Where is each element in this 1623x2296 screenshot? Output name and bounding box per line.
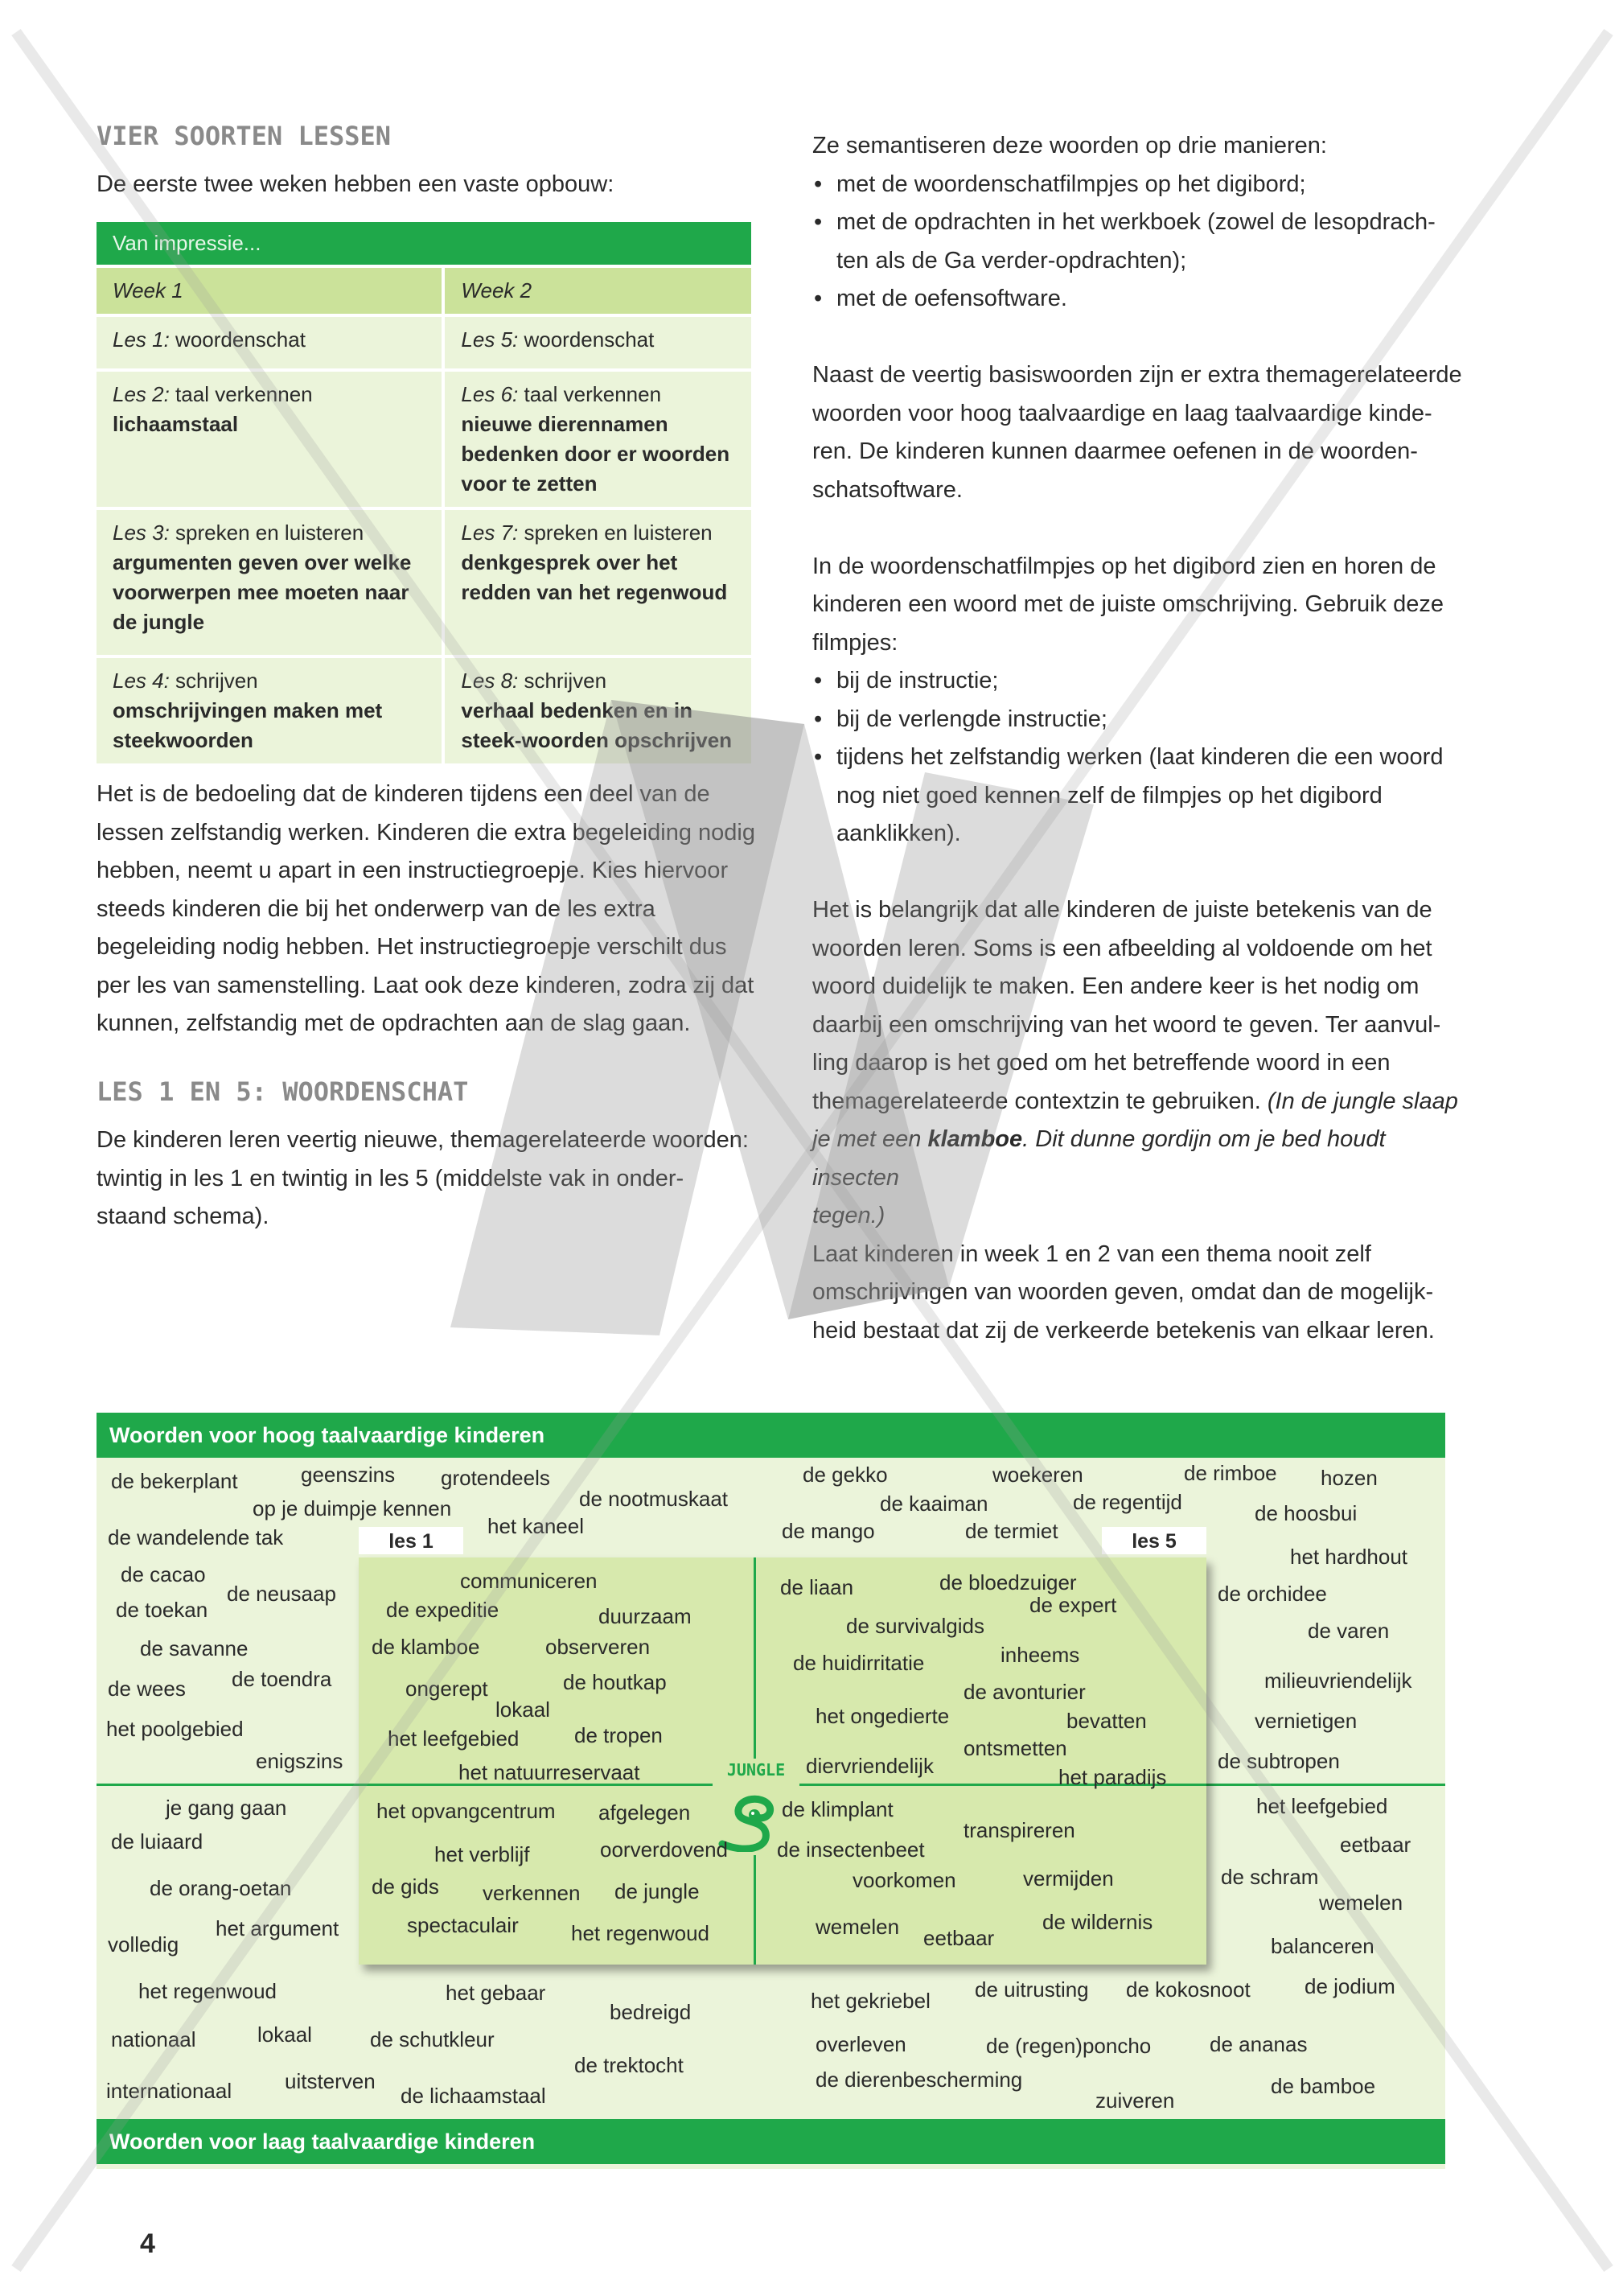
paragraph-veertig-woorden: De kinderen leren veertig nieuwe, themagerelateerde woorden: twintig in les 1 en twintig in les 5 (middelste vak in onder- staand schema). [97, 1127, 749, 1229]
word: de jodium [1305, 1974, 1395, 1998]
word: het argument [216, 1916, 339, 1940]
word: de wandelende tak [108, 1525, 284, 1549]
word: de gekko [803, 1463, 888, 1487]
word: de rimboe [1184, 1461, 1277, 1485]
word: de survivalgids [846, 1614, 984, 1638]
paragraph-instructiegroepje: Het is de bedoeling dat de kinderen tijdens een deel van de lessen zelfstandig werken. Kinderen die extra begeleiding nodig hebben, neemt u apart in een instructiegroepje. Kies hiervoor steeds kinderen die bij het onderwerp van de les extra begeleiding nodig hebben. Het instructiegroepje verschilt dus per les van samenstelling. Laat ook deze kinderen, zodra zij dat kunnen, zelfstandig met de opdrachten aan de slag gaan. [97, 781, 755, 1036]
word: de mango [782, 1519, 875, 1543]
jungle-label: JUNGLE [726, 1760, 786, 1780]
table-row: Les 4: schrijven omschrijvingen maken met steekwoorden Les 8: schrijven verhaal bedenken en in steek-woorden opschrijven [97, 656, 751, 765]
word: de dierenbescherming [816, 2068, 1023, 2092]
word: het ongedierte [816, 1704, 950, 1728]
word: de cacao [121, 1562, 206, 1586]
band-laag-taalvaardig: Woorden voor laag taalvaardige kinderen [97, 2119, 1445, 2164]
word: de avonturier [964, 1680, 1086, 1704]
word: verkennen [483, 1881, 581, 1905]
word: de bloedzuiger [939, 1570, 1077, 1594]
word: de luiaard [111, 1829, 203, 1854]
word: transpireren [964, 1818, 1075, 1842]
word: de expert [1029, 1593, 1117, 1617]
word: balanceren [1271, 1934, 1374, 1958]
word: het poolgebied [106, 1717, 244, 1741]
word: inheems [1001, 1643, 1080, 1667]
word: de kaaiman [880, 1492, 988, 1516]
word: oorverdovend [600, 1837, 728, 1862]
word: de schram [1221, 1865, 1319, 1889]
word: de toekan [116, 1598, 208, 1622]
word: afgelegen [598, 1800, 691, 1825]
word: de liaan [780, 1575, 854, 1599]
table-row: Les 2: taal verkennen lichaamstaal Les 6: taal verkennen nieuwe dierennamen bedenken door er woorden voor te zetten [97, 370, 751, 508]
word: duurzaam [598, 1604, 692, 1628]
word: spectaculair [407, 1913, 519, 1937]
word: de uitrusting [975, 1977, 1089, 2002]
word: de klimplant [782, 1797, 894, 1821]
word: diervriendelijk [806, 1754, 934, 1778]
table-header-week2: Week 2 [443, 266, 751, 315]
word: de kokosnoot [1126, 1977, 1251, 2002]
word: ontsmetten [964, 1736, 1067, 1760]
heading-les-1-en-5: LES 1 EN 5: WOORDENSCHAT [97, 1076, 469, 1107]
band-hoog-taalvaardig: Woorden voor hoog taalvaardige kinderen [97, 1413, 1445, 1458]
word: de varen [1308, 1619, 1390, 1643]
word: de wees [108, 1677, 186, 1701]
word: communiceren [460, 1569, 598, 1593]
right-column-text: Ze semantiseren deze woorden op drie manieren: • met de woordenschatfilmpjes op het digibord; • met de opdrachten in het werkboek (zowel de lesopdrach- ten als de Ga verder-opdrachten); • met de oefensoftware. Naast de veertig basiswoorden zijn er extra themagerelateerde woorden voor hoog taalvaardige en laag taalvaardige kinde- ren. De kinderen kunnen daarmee oefenen in de woorden- schatsoftware. In de woordenschatfilmpjes op het digibord zien en horen de kinderen een woord met de juiste omschrijving. Gebruik deze filmpjes: • bij de instructie; • bij de verlengde instructie; • tijdens het zelfstandig werken (laat kinderen die een woord nog niet goed kennen zelf de filmpjes op het digibord aanklikken). Het is belangrijk dat alle kinderen de juiste betekenis van de woorden leren. Soms is een afbeelding al voldoende om het woord duidelijk te maken. Een andere keer is het nodig om daarbij een omschrijving van het woord te geven. Ter aanvul- ling daarop is het goed om het betreffende woord in een themagerelateerde contextzin te gebruiken. (In de jungle slaap je met een klamboe. Dit dunne gordijn om je bed houdt insecten tegen.) Laat kinderen in week 1 en 2 van een thema nooit zelf omschrijvingen van woorden geven, omdat dan de mogelijk- heid bestaat dat zij de verkeerde betekenis van elkaar leren. [812, 127, 1472, 1350]
word: de klamboe [372, 1635, 480, 1659]
word: volledig [108, 1932, 179, 1957]
word: het leefgebied [1256, 1794, 1388, 1818]
word: het opvangcentrum [376, 1799, 556, 1823]
word: de houtkap [563, 1670, 667, 1694]
word: het regenwoud [138, 1979, 277, 2003]
word: de lichaamstaal [401, 2084, 546, 2108]
word: uitsterven [285, 2069, 376, 2093]
word: de bamboe [1271, 2074, 1376, 2098]
word: het kaneel [487, 1514, 584, 1538]
word: overleven [816, 2032, 906, 2056]
word-scheme [97, 1413, 1445, 2169]
word: de huidirritatie [793, 1651, 925, 1675]
word: lokaal [495, 1697, 550, 1722]
word: de tropen [574, 1723, 663, 1747]
word: je gang gaan [166, 1796, 287, 1820]
les-5-tag: les 5 [1102, 1527, 1206, 1554]
word: de savanne [140, 1636, 249, 1660]
word: het gekriebel [811, 1989, 931, 2013]
word: de termiet [965, 1519, 1058, 1543]
word: de neusaap [227, 1582, 336, 1606]
word: de regentijd [1073, 1490, 1182, 1514]
word: de subtropen [1218, 1749, 1340, 1773]
word: de hoosbui [1255, 1501, 1358, 1525]
word: woekeren [992, 1463, 1083, 1487]
word: vernietigen [1255, 1709, 1358, 1733]
lessons-table [97, 222, 751, 767]
word: milieuvriendelijk [1264, 1669, 1412, 1693]
word: internationaal [106, 2079, 232, 2103]
word: de expeditie [386, 1598, 499, 1622]
intro-text: De eerste twee weken hebben een vaste opbouw: [97, 171, 614, 197]
word: de insectenbeet [777, 1837, 925, 1862]
word: grotendeels [441, 1466, 550, 1490]
les-1-tag: les 1 [359, 1527, 463, 1554]
word: de bekerplant [111, 1469, 238, 1493]
word: de orang-oetan [150, 1876, 292, 1900]
word: het gebaar [446, 1981, 546, 2005]
word: observeren [545, 1635, 651, 1659]
word: het regenwoud [571, 1921, 710, 1945]
heading-vier-soorten-lessen: VIER SOORTEN LESSEN [97, 121, 392, 151]
word: de schutkleur [370, 2027, 495, 2051]
word: bedreigd [610, 2000, 692, 2024]
page-number: 4 [140, 2228, 155, 2259]
word: op je duimpje kennen [253, 1496, 452, 1520]
word: de gids [372, 1874, 439, 1899]
word: de orchidee [1218, 1582, 1327, 1606]
word: de nootmuskaat [579, 1487, 729, 1511]
word: hozen [1321, 1466, 1378, 1490]
word: de wildernis [1042, 1910, 1153, 1934]
word: de (regen)poncho [986, 2034, 1152, 2058]
word: de jungle [614, 1879, 700, 1903]
word: het leefgebied [388, 1726, 520, 1751]
word: het hardhout [1290, 1545, 1408, 1569]
word: geenszins [301, 1463, 396, 1487]
word: wemelen [1319, 1891, 1403, 1915]
word: ongerept [405, 1677, 488, 1701]
word: het paradijs [1058, 1765, 1167, 1789]
word: enigszins [256, 1749, 343, 1773]
word: vermijden [1023, 1866, 1114, 1891]
word: eetbaar [1340, 1833, 1411, 1857]
word: het natuurreservaat [458, 1760, 640, 1784]
table-row: Les 1: woordenschat Les 5: woordenschat [97, 315, 751, 370]
divider-line [97, 1784, 359, 1786]
word: zuiveren [1095, 2088, 1175, 2113]
word: de toendra [232, 1667, 332, 1691]
table-title: Van impressie... [97, 222, 751, 266]
table-row: Les 3: spreken en luisteren argumenten geven over welke voorwerpen mee moeten naar de jungle Les 7: spreken en luisteren denkgesprek over het redden van het regenwoud [97, 508, 751, 656]
table-header-week1: Week 1 [97, 266, 443, 315]
word: de ananas [1210, 2032, 1308, 2056]
word: nationaal [111, 2027, 196, 2051]
word: de trektocht [574, 2053, 684, 2077]
word: voorkomen [853, 1868, 956, 1892]
word: eetbaar [923, 1926, 995, 1950]
divider-line [1206, 1784, 1445, 1786]
word: bevatten [1066, 1709, 1147, 1733]
word: wemelen [816, 1915, 900, 1939]
word: het verblijf [434, 1842, 530, 1866]
word: lokaal [257, 2022, 312, 2047]
